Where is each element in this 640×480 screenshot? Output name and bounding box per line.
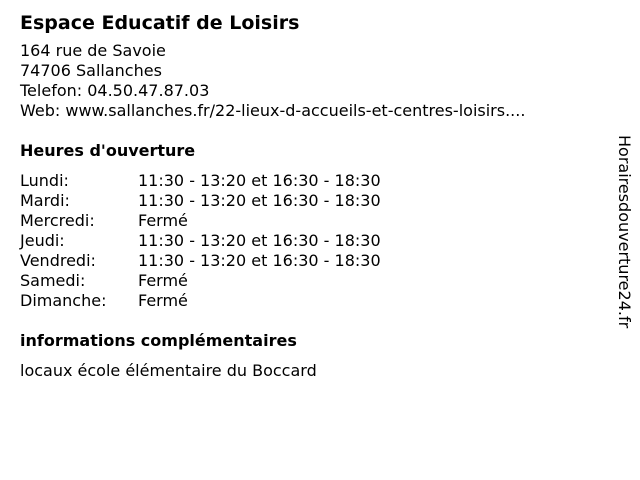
- hours-heading: Heures d'ouverture: [20, 141, 196, 160]
- hours-row-sunday: [20, 291, 610, 311]
- address-street: 164 rue de Savoie: [20, 41, 166, 60]
- website-link[interactable]: Web: www.sallanches.fr/22-lieux-d-accueils-et-centres-loisirs....: [20, 101, 526, 120]
- day-hours: Fermé: [138, 271, 188, 290]
- day-hours: Fermé: [138, 211, 188, 230]
- day-label: Mercredi:: [20, 211, 95, 230]
- hours-row-saturday: [20, 271, 610, 291]
- business-name: Espace Educatif de Loisirs: [20, 12, 300, 34]
- day-hours: 11:30 - 13:20 et 16:30 - 18:30: [138, 191, 381, 210]
- site-watermark: Horairesdouverture24.fr: [615, 135, 634, 329]
- business-card: [20, 10, 610, 381]
- hours-row-wednesday: [20, 211, 610, 231]
- hours-row-thursday: [20, 231, 610, 251]
- day-label: Lundi:: [20, 171, 69, 190]
- address-city: 74706 Sallanches: [20, 61, 162, 80]
- day-label: Samedi:: [20, 271, 86, 290]
- day-label: Vendredi:: [20, 251, 96, 270]
- day-label: Mardi:: [20, 191, 70, 210]
- day-hours: 11:30 - 13:20 et 16:30 - 18:30: [138, 231, 381, 250]
- phone-number: Telefon: 04.50.47.87.03: [20, 81, 210, 100]
- hours-row-tuesday: [20, 191, 610, 211]
- day-hours: Fermé: [138, 291, 188, 310]
- info-heading: informations complémentaires: [20, 331, 297, 350]
- hours-row-monday: [20, 171, 610, 191]
- hours-table: [20, 171, 610, 311]
- day-label: Dimanche:: [20, 291, 107, 310]
- day-hours: 11:30 - 13:20 et 16:30 - 18:30: [138, 171, 381, 190]
- hours-row-friday: [20, 251, 610, 271]
- info-text: locaux école élémentaire du Boccard: [20, 361, 317, 380]
- day-label: Jeudi:: [20, 231, 65, 250]
- day-hours: 11:30 - 13:20 et 16:30 - 18:30: [138, 251, 381, 270]
